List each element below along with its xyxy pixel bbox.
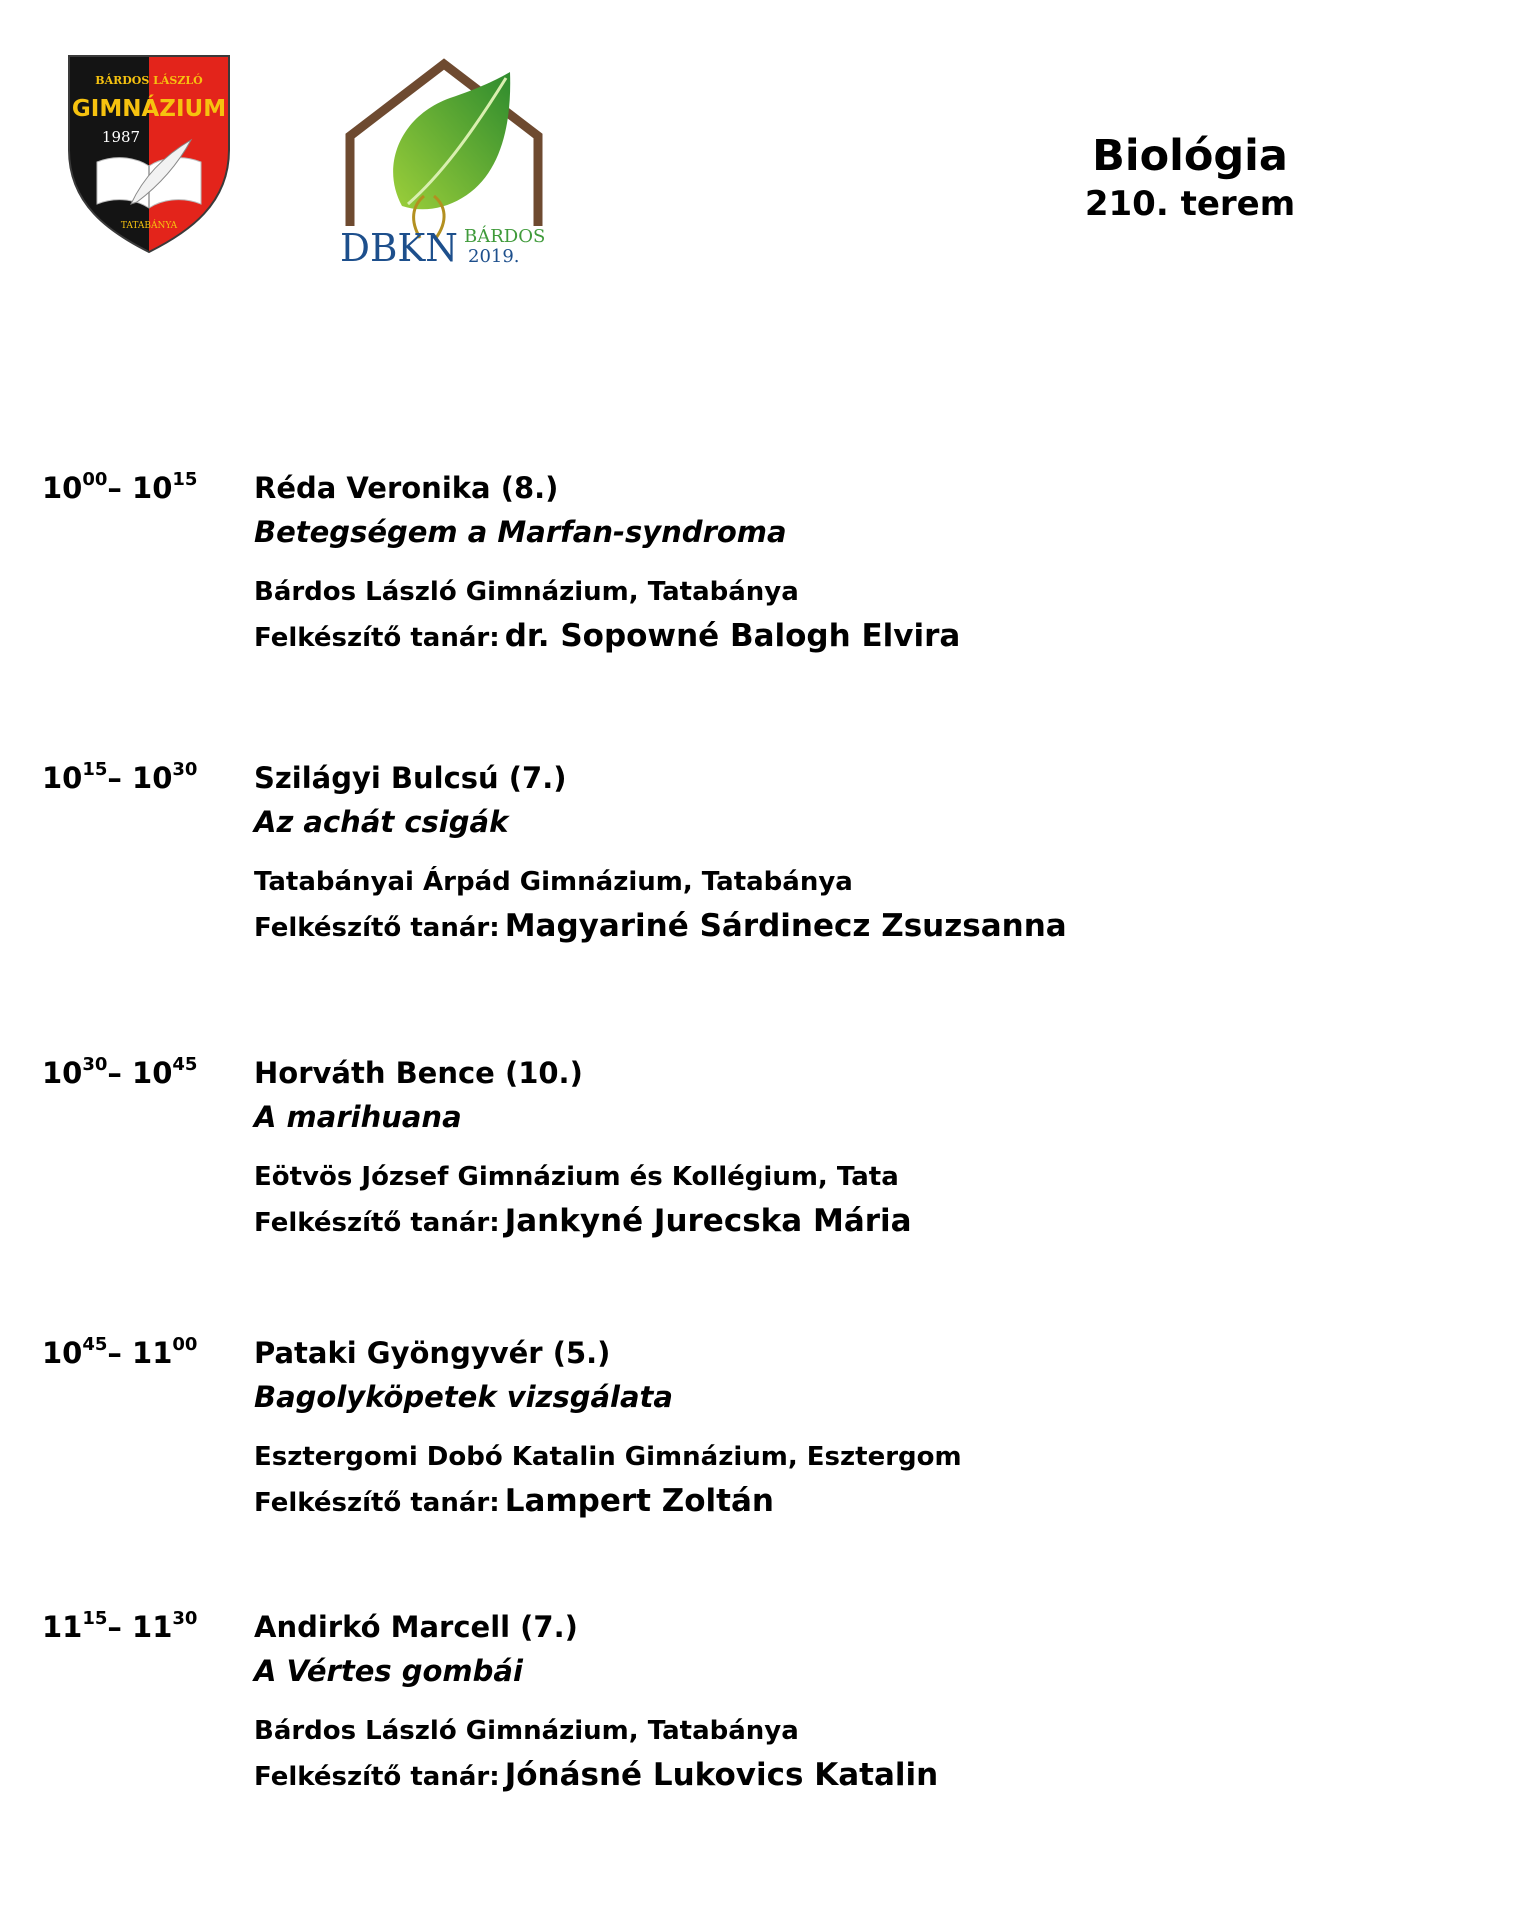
time-slot: $11^{15}-$ $11^{30}$ <box>42 1608 198 1644</box>
presenter-name: Horváth Bence (10.) <box>254 1056 583 1090</box>
teacher-line <box>254 616 1454 661</box>
dbkn-logo <box>340 56 550 268</box>
time-slot: $10^{00}-$ $10^{15}$ <box>42 469 198 505</box>
teacher-name: Magyariné Sárdinecz Zsuzsanna <box>504 908 1067 944</box>
presenter-name: Szilágyi Bulcsú (7.) <box>254 761 567 795</box>
dbkn-main-text: DBKN <box>340 226 458 268</box>
teacher-label: Felkészítő tanár: <box>254 1488 500 1518</box>
teacher-label: Felkészítő tanár: <box>254 1208 500 1238</box>
presentation-title: Bagolyköpetek vizsgálata <box>254 1380 673 1414</box>
school-name: Esztergomi Dobó Katalin Gimnázium, Esztergom <box>254 1442 962 1472</box>
school-name: Tatabányai Árpád Gimnázium, Tatabánya <box>254 867 853 897</box>
presentation-title: Az achát csigák <box>254 805 509 839</box>
school-name: Bárdos László Gimnázium, Tatabánya <box>254 577 799 607</box>
time-slot: $10^{30}-$ $10^{45}$ <box>42 1054 198 1090</box>
teacher-label: Felkészítő tanár: <box>254 1762 500 1792</box>
school-name: Bárdos László Gimnázium, Tatabánya <box>254 1716 799 1746</box>
presentation-title: A marihuana <box>254 1100 462 1134</box>
teacher-label: Felkészítő tanár: <box>254 913 500 943</box>
dbkn-year: 2019. <box>468 246 520 267</box>
teacher-line <box>254 1481 1454 1526</box>
dbkn-side-text: BÁRDOS <box>464 226 546 247</box>
presenter-name: Réda Veronika (8.) <box>254 471 559 505</box>
presenter-name: Pataki Gyöngyvér (5.) <box>254 1336 611 1370</box>
teacher-label: Felkészítő tanár: <box>254 623 500 653</box>
presentation-title: Betegségem a Marfan-syndroma <box>254 515 787 549</box>
subject-title: Biológia <box>1092 131 1288 181</box>
school-logo-top-text: BÁRDOS LÁSZLÓ <box>95 74 203 87</box>
page-heading <box>1040 130 1340 226</box>
teacher-name: Jónásné Lukovics Katalin <box>504 1757 939 1793</box>
teacher-line <box>254 906 1454 951</box>
school-logo <box>67 54 231 254</box>
school-logo-main-text: GIMNÁZIUM <box>71 96 227 122</box>
presenter-name: Andirkó Marcell (7.) <box>254 1610 578 1644</box>
school-crest-icon <box>67 54 231 254</box>
house-leaf-icon <box>340 56 550 268</box>
teacher-name: dr. Sopowné Balogh Elvira <box>504 618 961 654</box>
room-label: 210. terem <box>1084 184 1296 224</box>
school-logo-year: 1987 <box>101 128 141 146</box>
time-slot: $10^{15}-$ $10^{30}$ <box>42 759 198 795</box>
time-slot: $10^{45}-$ $11^{00}$ <box>42 1334 198 1370</box>
teacher-line <box>254 1201 1454 1246</box>
presentation-title: A Vértes gombái <box>254 1654 523 1688</box>
school-name: Eötvös József Gimnázium és Kollégium, Tata <box>254 1162 899 1192</box>
teacher-line <box>254 1755 1454 1800</box>
teacher-name: Jankyné Jurecska Mária <box>504 1203 912 1239</box>
school-logo-bottom-text: TATABÁNYA <box>120 221 178 231</box>
teacher-name: Lampert Zoltán <box>504 1483 774 1519</box>
